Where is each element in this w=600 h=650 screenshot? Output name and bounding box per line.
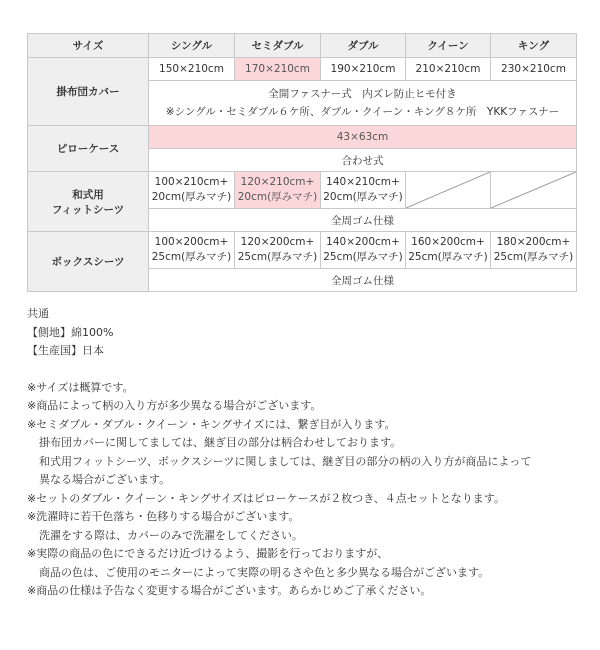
pillow-label: ピローケース [28,126,149,172]
notes-common: 共通 [27,307,49,320]
diagonal-slash-icon [491,172,576,208]
note-line: ※セミダブル・ダブル・クイーン・キングサイズには、繋ぎ目が入ります。 [27,417,396,431]
header-semidouble: セミダブル [235,34,321,58]
header-single: シングル [149,34,235,58]
washiki-label-line1: 和式用 [72,188,104,201]
box-size-queen-line1: 160×200cm+ [411,236,485,248]
kakebuton-size-queen: 210×210cm [406,58,491,81]
box-row [28,232,577,269]
pillow-row [28,126,577,149]
kakebuton-size-semidouble: 170×210cm [235,58,321,81]
washiki-note: 全周ゴム仕様 [149,209,577,232]
header-queen: クイーン [406,34,491,58]
box-size-queen-line2: 25cm(厚みマチ) [408,251,488,263]
note-line: ※洗濯時に若干色落ち・色移りする場合がございます。 [27,510,300,523]
washiki-label [28,172,149,232]
kakebuton-note [149,81,577,126]
header-king: キング [491,34,577,58]
washiki-size-semidouble [235,172,321,209]
kakebuton-size-king: 230×210cm [491,58,577,81]
box-size-single-line2: 25cm(厚みマチ) [151,251,232,263]
note-line: ※商品の仕様は予告なく変更する場合がございます。あらかじめご了承ください。 [27,584,432,597]
washiki-size-double-line1: 140×210cm+ [326,176,400,188]
washiki-row [28,172,577,209]
box-size-semidouble-line1: 120×200cm+ [240,236,315,248]
box-size-double [321,232,406,269]
kakebuton-size-double: 190×210cm [321,58,406,81]
washiki-size-double [321,172,406,209]
kakebuton-label: 掛布団カバー [28,58,149,126]
note-line: 和式用フィットシーツ、ボックスシーツに関しましては、継ぎ目の部分の柄の入り方が商品によって [39,454,532,468]
washiki-size-semidouble-line2: 20cm(厚みマチ) [237,191,318,203]
washiki-size-double-line2: 20cm(厚みマチ) [323,191,403,203]
kakebuton-row [28,58,577,81]
size-table [27,33,577,292]
box-size-single [149,232,235,269]
note-line: 掛布団カバーに関してましては、継ぎ目の部分は柄合わせしております。 [39,436,402,449]
pillow-size: 43×63cm [149,126,577,149]
box-size-double-line1: 140×200cm+ [326,236,400,248]
washiki-size-single-line1: 100×210cm+ [154,176,229,188]
box-size-king [491,232,577,269]
note-line: 洗濯をする際は、カバーのみで洗濯をしてください。 [39,528,303,542]
note-line: ※サイズは概算です。 [27,380,134,394]
note-line: 異なる場合がございます。 [39,473,171,486]
notes-origin: 【生産国】日本 [27,344,104,357]
box-note: 全周ゴム仕様 [149,269,577,292]
washiki-size-king-unavailable [491,172,577,209]
notes-material: 【側地】綿100% [27,325,114,339]
note-line: ※実際の商品の色にできるだけ近づけるよう、撮影を行っておりますが、 [27,547,389,560]
box-size-semidouble-line2: 25cm(厚みマチ) [237,251,318,263]
box-size-double-line2: 25cm(厚みマチ) [323,251,403,263]
header-double: ダブル [321,34,406,58]
note-line: ※商品によって柄の入り方が多少異なる場合がございます。 [27,399,322,412]
box-size-queen [406,232,491,269]
box-size-king-line1: 180×200cm+ [496,236,571,248]
kakebuton-note-line1: 全開ファスナー式 内ズレ防止ヒモ付き [268,88,457,100]
box-label: ボックスシーツ [28,232,149,292]
washiki-size-single-line2: 20cm(厚みマチ) [151,191,232,203]
kakebuton-note-line2: ※シングル・セミダブル６ケ所、ダブル・クイーン・キング８ケ所 YKKファスナー [165,106,560,118]
pillow-note: 合わせ式 [149,149,577,172]
diagonal-slash-icon [406,172,490,208]
washiki-size-queen-unavailable [406,172,491,209]
washiki-label-line2: フィットシーツ [51,203,125,216]
notes-section [27,305,531,601]
kakebuton-size-single: 150×210cm [149,58,235,81]
note-line: ※セットのダブル・クイーン・キングサイズはピローケースが２枚つき、４点セットとなります。 [27,491,505,505]
box-size-single-line1: 100×200cm+ [154,236,229,248]
header-row [28,34,577,58]
box-size-semidouble [235,232,321,269]
header-size: サイズ [28,34,149,58]
box-size-king-line2: 25cm(厚みマチ) [493,251,574,263]
washiki-size-semidouble-line1: 120×210cm+ [240,176,315,188]
note-line: 商品の色は、ご使用のモニターによって実際の明るさや色と多少異なる場合がございます。 [39,565,490,579]
washiki-size-single [149,172,235,209]
